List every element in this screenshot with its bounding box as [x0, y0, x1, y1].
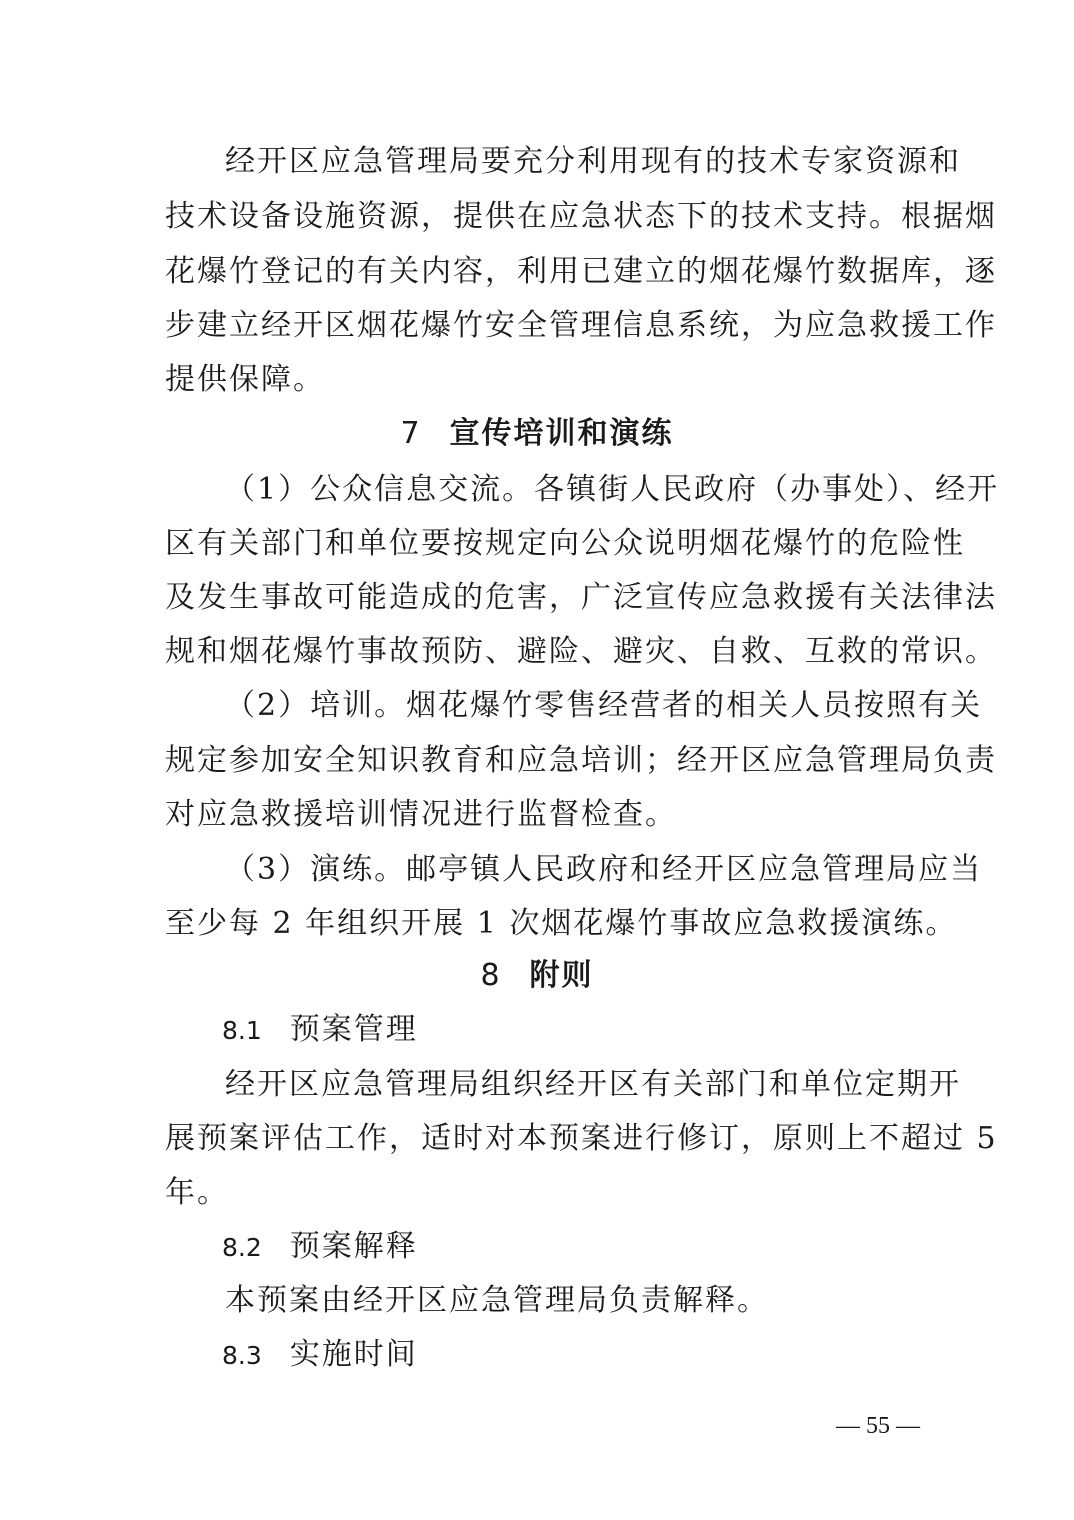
paragraph-plan-interpretation-line-1: 本预案由经开区应急管理局负责解释。: [225, 1283, 769, 1318]
paragraph-plan-management-line-1: 经开区应急管理局组织经开区有关部门和单位定期开: [225, 1067, 961, 1102]
subsection-8-1-number: 8.1: [222, 1016, 262, 1045]
paragraph-tech-support-line-3: 花爆竹登记的有关内容，利用已建立的烟花爆竹数据库，逐: [165, 254, 997, 289]
paragraph-tech-support-line-5: 提供保障。: [165, 362, 325, 397]
section-7-title: 宣传培训和演练: [449, 416, 674, 451]
paragraph-drill-line-1: （3）演练。邮亭镇人民政府和经开区应急管理局应当: [225, 852, 983, 887]
section-8-title: 附则: [529, 958, 594, 993]
subsection-8-1-heading: [222, 1003, 822, 1057]
paragraph-tech-support-line-2: 技术设备设施资源，提供在应急状态下的技术支持。根据烟: [165, 199, 997, 234]
section-8-number: 8: [480, 958, 502, 993]
paragraph-public-info-line-3: 及发生事故可能造成的危害，广泛宣传应急救援有关法律法: [165, 580, 997, 615]
subsection-8-1-title: 预案管理: [289, 1012, 418, 1047]
paragraph-plan-management-line-2: 展预案评估工作，适时对本预案进行修订，原则上不超过 5: [165, 1121, 998, 1156]
paragraph-public-info-line-4: 规和烟花爆竹事故预防、避险、避灾、自救、互救的常识。: [165, 634, 997, 669]
page-number: — 55 —: [836, 1413, 920, 1439]
section-7-heading: [0, 407, 1074, 461]
paragraph-plan-management-line-3: 年。: [165, 1175, 229, 1210]
paragraph-training-line-1: （2）培训。烟花爆竹零售经营者的相关人员按照有关: [225, 688, 983, 723]
paragraph-tech-support-line-4: 步建立经开区烟花爆竹安全管理信息系统，为应急救援工作: [165, 308, 997, 343]
paragraph-drill-line-2: 至少每 2 年组织开展 1 次烟花爆竹事故应急救援演练。: [165, 906, 958, 941]
section-7-number: 7: [400, 416, 422, 451]
subsection-8-3-number: 8.3: [222, 1341, 262, 1370]
paragraph-public-info-line-2: 区有关部门和单位要按规定向公众说明烟花爆竹的危险性: [165, 526, 965, 561]
paragraph-training-line-2: 规定参加安全知识教育和应急培训；经开区应急管理局负责: [165, 743, 997, 778]
section-8-heading: [0, 949, 1074, 1003]
subsection-8-2-number: 8.2: [222, 1233, 262, 1262]
subsection-8-3-heading: [222, 1328, 822, 1382]
subsection-8-3-title: 实施时间: [289, 1337, 418, 1372]
paragraph-training-line-3: 对应急救援培训情况进行监督检查。: [165, 797, 677, 832]
paragraph-tech-support-line-1: 经开区应急管理局要充分利用现有的技术专家资源和: [225, 144, 961, 179]
paragraph-public-info-line-1: （1）公众信息交流。各镇街人民政府（办事处）、经开: [225, 472, 1000, 507]
subsection-8-2-heading: [222, 1220, 822, 1274]
subsection-8-2-title: 预案解释: [289, 1229, 418, 1264]
